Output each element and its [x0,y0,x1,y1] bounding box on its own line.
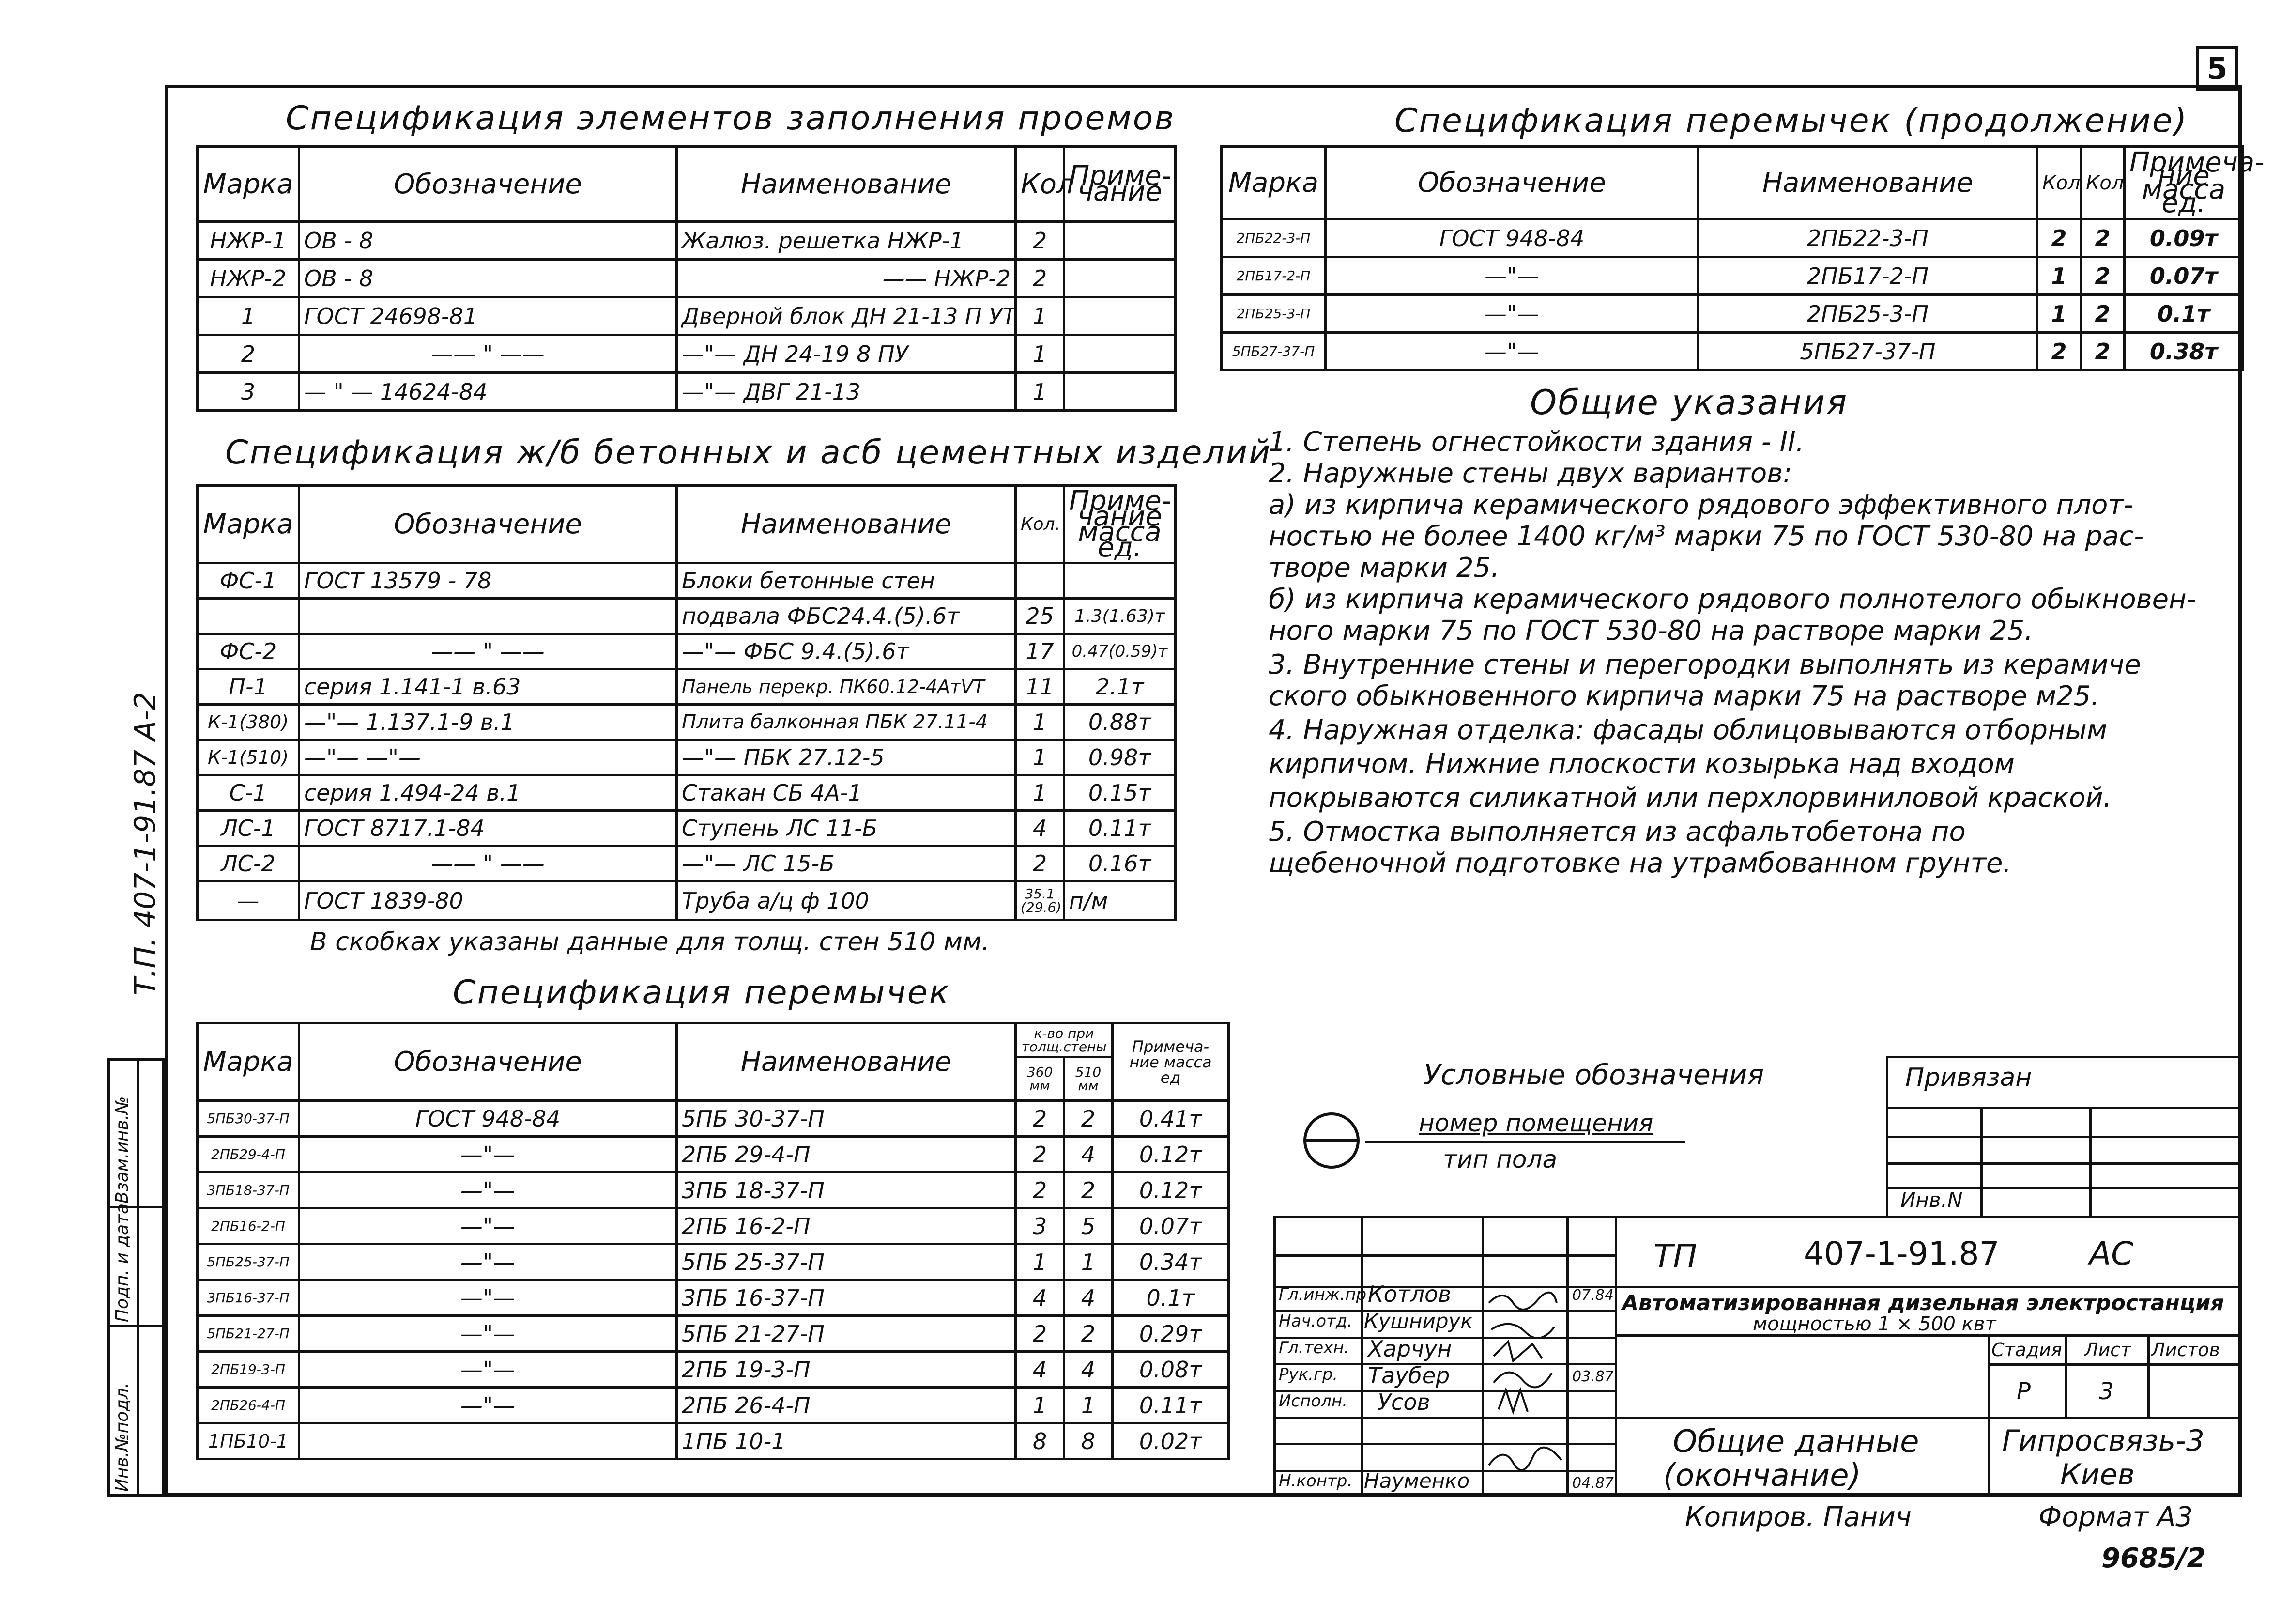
stage-value: Р [2017,1378,2031,1405]
openings-spec-table [196,145,1177,412]
header-mark: Марка [198,1023,299,1101]
stamp-sign-date: Подп. и дата [112,1203,132,1322]
table-row: 5ПБ21-27-П —"— 5ПБ 21-27-П 2 2 0.29т [198,1316,1229,1352]
table-row: — ГОСТ 1839-80 Труба а/ц ф 100 35.1 (29.6) п/м [198,881,1176,920]
header-qty-2: Кол [2081,147,2125,219]
header-designation: Обозначение [299,486,677,563]
header-designation: Обозначение [1326,147,1699,219]
binding-box [1886,1056,2242,1218]
format-label: Формат А3 [2038,1501,2193,1533]
concrete-spec-title: Спецификация ж/б бетонных и асб цементных изделий [225,433,1272,472]
note-line: творе марки 25. [1269,552,1500,584]
table-row: 3ПБ16-37-П —"— 3ПБ 16-37-П 4 4 0.1т [198,1280,1229,1316]
table-row: 2 —— " —— —"— ДН 24-19 8 ПУ 1 [198,335,1176,373]
copied-by: Копиров. Панич [1685,1501,1912,1533]
note-line: 1. Степень огнестойкости здания - II. [1269,426,1805,458]
signature-icon [1484,1446,1566,1475]
sheet-label: Лист [2084,1339,2131,1360]
table-row: 5ПБ25-37-П —"— 5ПБ 25-37-П 1 1 0.34т [198,1244,1229,1280]
title-block [1273,1216,2242,1497]
table-row: 2ПБ17-2-П —"— 2ПБ17-2-П 1 2 0.07т [1222,257,2243,295]
stamp-replaced-inv: Взам.инв.№ [112,1096,132,1204]
sheet-value: 3 [2099,1378,2114,1405]
note-line: покрываются силикатной или перхлорвиниловой краской. [1269,782,2112,814]
archive-number: 9685/2 [2101,1543,2206,1574]
table-row: 1ПБ10-1 1ПБ 10-1 8 8 0.02т [198,1423,1229,1459]
concrete-spec-table [196,484,1177,921]
sheet-number: 5 [2196,46,2238,91]
header-qty-by-wall: к-во при толщ.стены [1016,1023,1113,1057]
header-mark: Марка [1222,147,1326,219]
header-mark: Марка [198,486,299,563]
note-line: ского обыкновенного кирпича марки 75 на растворе м25. [1269,680,2100,712]
header-qty: Кол [2037,147,2081,219]
note-line: 2. Наружные стены двух вариантов: [1269,458,1792,489]
table-row: НЖР-2 ОВ - 8 —— НЖР-2 2 [198,260,1176,297]
role: Рук.гр. [1279,1365,1338,1384]
table-row: 2ПБ25-3-П —"— 2ПБ25-3-П 1 2 0.1т [1222,295,2243,333]
table-row: 2ПБ26-4-П —"— 2ПБ 26-4-П 1 1 0.11т [198,1388,1229,1423]
note-line: 4. Наружная отделка: фасады облицовываются отборным [1269,714,2108,746]
person-name: Науменко [1364,1469,1470,1493]
note-line: 5. Отмостка выполняется из асфальтобетона по [1269,816,1966,848]
role: Гл.техн. [1279,1338,1349,1358]
signatures-icon [1484,1279,1566,1438]
table-row: НЖР-1 ОВ - 8 Жалюз. решетка НЖР-1 2 [198,222,1176,260]
header-qty: Кол. [1016,486,1064,563]
header-510: 510 мм [1064,1057,1113,1101]
table-row: П-1 серия 1.141-1 в.63 Панель перекр. ПК60.12-4АтVТ 11 2.1т [198,669,1176,705]
code-prefix: ТП [1653,1237,1697,1275]
concrete-footnote: В скобках указаны данные для толщ. стен 510 мм. [310,927,990,957]
person-name: Котлов [1368,1281,1452,1307]
person-name: Усов [1378,1389,1430,1415]
note-line: а) из кирпича керамического рядового эффективного плот- [1269,489,2134,521]
table-row: К-1(510) —"— —"— —"— ПБК 27.12-5 1 0.98т [198,740,1176,775]
stage-label: Стадия [1991,1339,2062,1360]
project-power: мощностью 1 × 500 квт [1753,1313,1996,1335]
drawing-mark: АС [2089,1235,2134,1272]
table-row: 2ПБ16-2-П —"— 2ПБ 16-2-П 3 5 0.07т [198,1208,1229,1244]
table-row: 3ПБ18-37-П —"— 3ПБ 18-37-П 2 2 0.12т [198,1173,1229,1208]
note-line: щебеночной подготовке на утрамбованном грунте. [1269,848,2012,879]
note-line: б) из кирпича керамического рядового полнотелого обыкновен- [1269,584,2196,615]
table-row: ЛС-2 —— " —— —"— ЛС 15-Б 2 0.16т [198,846,1176,881]
header-name: Наименование [677,147,1016,222]
side-stamp [107,1058,165,1497]
note-line: кирпичом. Нижние плоскости козырька над входом [1269,748,2015,780]
table-row: ФС-2 —— " —— —"— ФБС 9.4.(5).6т 17 0.47(0.59)т [198,634,1176,669]
project-code: 407-1-91.87 [1804,1235,2000,1272]
header-name: Наименование [1699,147,2037,219]
table-row: 2ПБ29-4-П —"— 2ПБ 29-4-П 2 4 0.12т [198,1137,1229,1173]
note-line: ного марки 75 по ГОСТ 530-80 на растворе марки 25. [1269,615,2034,647]
sign-date: 07.84 [1572,1287,1614,1304]
binding-inv: Инв.N [1900,1188,1963,1212]
sign-date: 03.87 [1572,1368,1614,1385]
room-circle-icon [1298,1109,1365,1172]
sign-date: 04.87 [1572,1475,1614,1492]
organization: Гипросвязь-3 [2002,1424,2204,1458]
header-note: Примеча-ние масса ед. [2125,147,2243,219]
table-row: ЛС-1 ГОСТ 8717.1-84 Ступень ЛС 11-Б 4 0.11т [198,811,1176,846]
table-row: С-1 серия 1.494-24 в.1 Стакан СБ 4А-1 1 0.15т [198,775,1176,811]
table-row: 1 ГОСТ 24698-81 Дверной блок ДН 21-13 П УТ 1 [198,297,1176,335]
legend-floor-type: тип пола [1443,1145,1558,1173]
table-row: 5ПБ30-37-П ГОСТ 948-84 5ПБ 30-37-П 2 2 0.41т [198,1101,1229,1137]
lintels-cont-title: Спецификация перемычек (продолжение) [1394,102,2189,140]
header-name: Наименование [677,1023,1016,1101]
lintels-spec-table [196,1022,1230,1460]
legend-leader-line [1365,1141,1685,1143]
general-notes-title: Общие указания [1530,383,1849,422]
header-designation: Обозначение [299,147,677,222]
role: Гл.инж.пр [1279,1285,1367,1304]
side-code: Т.П. 407-1-91.87 А-2 [128,692,162,995]
person-name: Кушнирук [1364,1309,1473,1333]
sheet-title: Общие данные [1673,1424,1919,1460]
note-line: 3. Внутренние стены и перегородки выполнять из керамиче [1269,649,2141,680]
person-name: Таубер [1368,1362,1450,1389]
header-mark: Марка [198,147,299,222]
sheet-title-2: (окончание) [1663,1458,1861,1494]
role: Исполн. [1279,1391,1347,1411]
sheets-label: Листов [2151,1339,2220,1360]
legend-room-number: номер помещения [1419,1109,1653,1137]
header-note: Приме-чание масса ед. [1064,486,1176,563]
table-row: ФС-1 ГОСТ 13579 - 78 Блоки бетонные стен [198,563,1176,599]
table-row: 5ПБ27-37-П —"— 5ПБ27-37-П 2 2 0.38т [1222,333,2243,370]
header-qty: Кол [1016,147,1064,222]
city: Киев [2060,1458,2135,1492]
openings-spec-title: Спецификация элементов заполнения проемов [286,99,1176,138]
header-name: Наименование [677,486,1016,563]
header-360: 360 мм [1016,1057,1064,1101]
header-note: Приме-чание [1064,147,1176,222]
lintels-spec-title: Спецификация перемычек [453,973,950,1012]
binding-label: Привязан [1905,1063,2032,1092]
role: Нач.отд. [1279,1312,1353,1331]
person-name: Харчун [1368,1336,1452,1362]
role: Н.контр. [1279,1471,1353,1491]
lintels-cont-table [1220,145,2265,371]
project-name: Автоматизированная дизельная электростанция [1622,1291,2224,1315]
stamp-inv-original: Инв.№подл. [112,1382,132,1492]
table-row: 2ПБ22-3-П ГОСТ 948-84 2ПБ22-3-П 2 2 0.09т [1222,219,2243,257]
table-row: К-1(380) —"— 1.137.1-9 в.1 Плита балконная ПБК 27.11-4 1 0.88т [198,705,1176,740]
note-line: ностью не более 1400 кг/м³ марки 75 по ГОСТ 530-80 на рас- [1269,521,2144,552]
header-designation: Обозначение [299,1023,677,1101]
table-row: подвала ФБС24.4.(5).6т 25 1.3(1.63)т [198,599,1176,634]
table-row: 3 — " — 14624-84 —"— ДВГ 21-13 1 [198,373,1176,411]
header-note: Примеча-ние масса ед [1113,1023,1229,1101]
table-row: 2ПБ19-3-П —"— 2ПБ 19-3-П 4 4 0.08т [198,1352,1229,1388]
legend-title: Условные обозначения [1424,1058,1764,1091]
